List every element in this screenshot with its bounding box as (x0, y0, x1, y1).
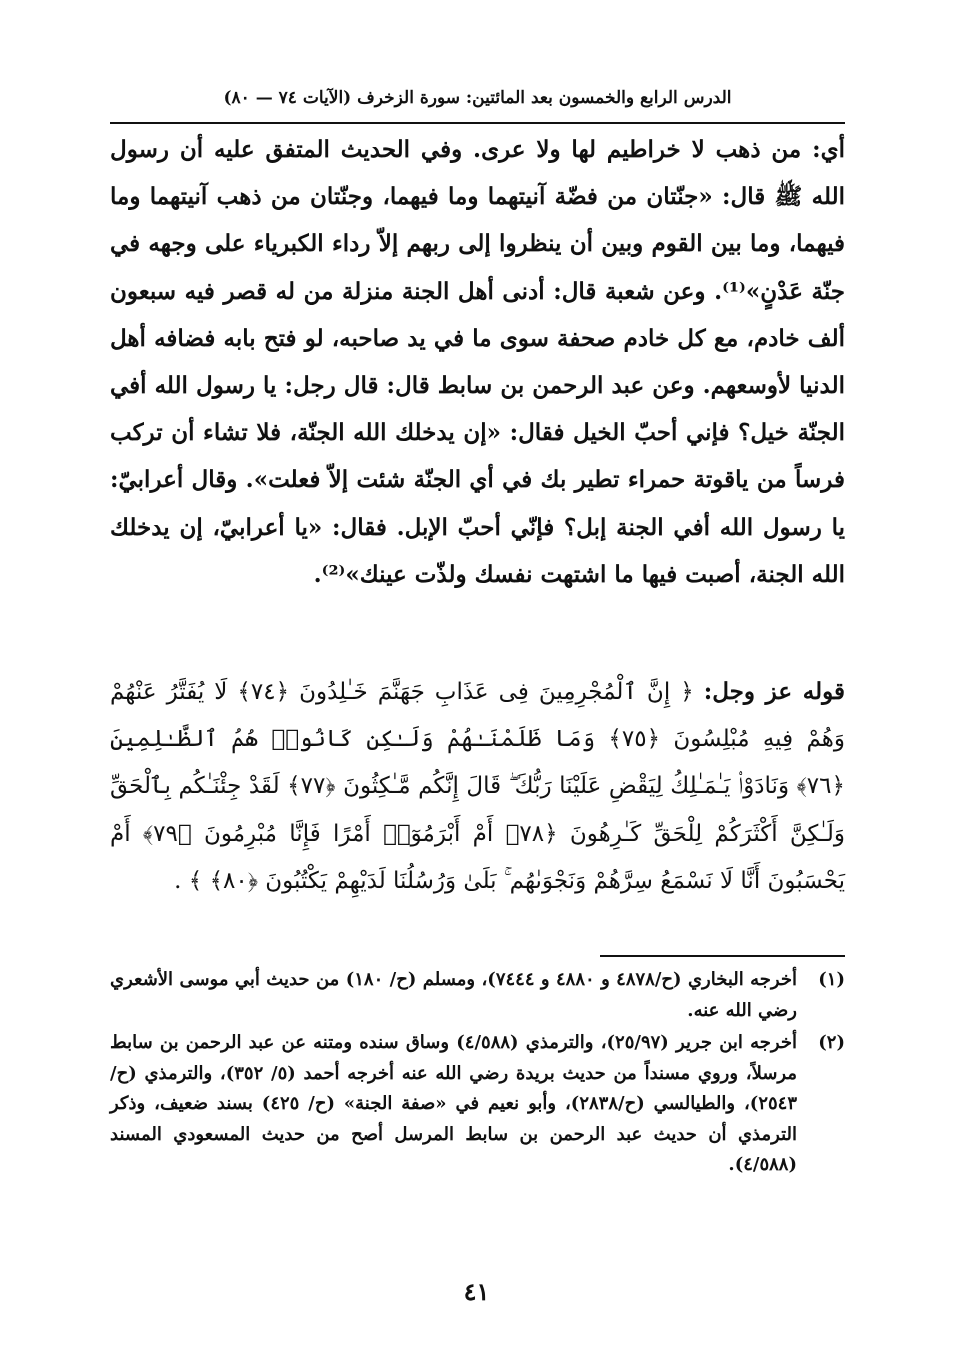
header-divider (110, 122, 845, 124)
running-header: الدرس الرابع والخمسون بعد المائتين: سورة الزخرف (الآيات ٧٤ — ٨٠) (223, 88, 732, 108)
footnote-1 (110, 965, 845, 1026)
footnote-number: (٢) (818, 1032, 845, 1053)
footnote-text: أخرجه البخاري (ح/٤٨٧٨ و ٤٨٨٠ و ٧٤٤٤)، ومسلم (ح/ ١٨٠) من حديث أبي موسى الأشعري رضي الله عنه. (110, 969, 797, 1021)
footnote-divider (600, 955, 845, 957)
quran-verse-block (110, 668, 845, 905)
main-paragraph: أي: من ذهب لا خراطيم لها ولا عرى. وفي الحديث المتفق عليه أن رسول الله ﷺ قال: «جنّتان من فضّة آنيتهما وما فيهما، وجنّتان من ذهب آنيتهما وما فيهما، وما بين القوم وبين أن ينظروا إلى ربهم إلاّ رداء الكبرياء على وجهه في جنّة عَدْنٍ»⁽¹⁾. وعن شعبة قال: أدنى أهل الجنة منزلة من له قصر فيه سبعون ألف خادم، مع كل خادم صحفة سوى ما في يد صاحبه، لو فتح بابه فضافه أهل الدنيا لأوسعهم. وعن عبد الرحمن بن سابط قال: قال رجل: يا رسول الله أفي الجنّة خيل؟ فإني أحبّ الخيل فقال: «إن يدخلك الله الجنّة، فلا تشاء أن تركب فرساً من ياقوتة حمراء تطير بك في أي الجنّة شئت إلاّ فعلت». وقال أعرابيّ: يا رسول الله أفي الجنة إبل؟ فإنّي أحبّ الإبل. فقال: «يا أعرابيّ، إن يدخلك الله الجنة، أصبت فيها ما اشتهت نفسك ولذّت عينك»⁽²⁾. (110, 136, 846, 588)
footnote-text: أخرجه ابن جرير (٢٥/٩٧)، والترمذي (٤/٥٨٨) وساق سنده ومتنه عن عبد الرحمن بن سابط مرسلاً، وروي مسنداً من حديث بريدة رضي الله عنه أخرجه أحمد (٥/ ٣٥٢)، والترمذي (ح/٢٥٤٣)، والطيالسي (ح/٢٨٣٨)، وأبو نعيم في «صفة الجنة» (ح/ ٤٢٥) بسند ضعيف، وذكر الترمذي أن حديث عبد الرحمن بن سابط المرسل أصح من حديث المسعودي المسند (٤/٥٨٨). (110, 1032, 797, 1175)
footnote-2 (110, 1028, 845, 1181)
footnote-number: (١) (818, 969, 845, 990)
verse-text: ﴿ إِنَّ ٱلْمُجْرِمِينَ فِى عَذَابِ جَهَنَّمَ خَـٰلِدُونَ ﴿٧٤﴾ لَا يُفَتَّرُ عَنْهُمْ وَهُمْ فِيهِ مُبْلِسُونَ ﴿٧٥﴾ وَمَا ظَلَمْنَـٰهُمْ وَلَـٰكِن كَانُوا۟ هُمُ ٱلظَّـٰلِمِينَ ﴿٧٦﴾ وَنَادَوْا۟ يَـٰمَـٰلِكُ لِيَقْضِ عَلَيْنَا رَبُّكَ ۖ قَالَ إِنَّكُم مَّـٰكِثُونَ ﴿٧٧﴾ لَقَدْ جِئْنَـٰكُم بِٱلْحَقِّ وَلَـٰكِنَّ أَكْثَرَكُمْ لِلْحَقِّ كَـٰرِهُونَ ﴿٧٨﴾ أَمْ أَبْرَمُوٓا۟ أَمْرًا فَإِنَّا مُبْرِمُونَ ﴿٧٩﴾ أَمْ يَحْسَبُونَ أَنَّا لَا نَسْمَعُ سِرَّهُمْ وَنَجْوَىٰهُم ۚ بَلَىٰ وَرُسُلُنَا لَدَيْهِمْ يَكْتُبُونَ ﴿٨٠﴾ ﴾ . (110, 679, 845, 894)
verse-intro: قوله عز وجل: (703, 678, 845, 705)
page-number: ٤١ (463, 1277, 490, 1306)
footnotes (110, 965, 845, 1183)
